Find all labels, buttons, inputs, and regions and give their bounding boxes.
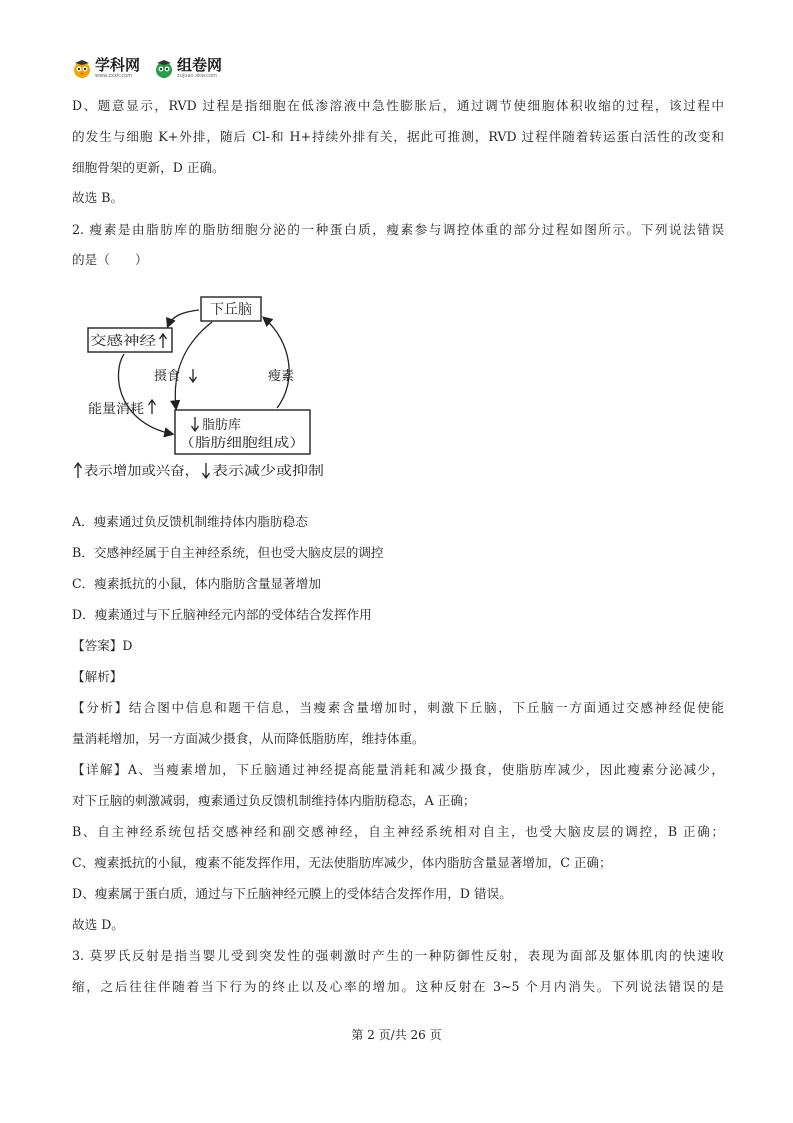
detail-line: 【详解】A、当瘦素增加，下丘脑通过神经提高能量消耗和减少摄食，使脂肪库减少，因此瘦素分泌减少， bbox=[72, 762, 724, 777]
sympathetic-to-fat-arrow bbox=[118, 354, 172, 434]
hypothalamus-label: 下丘脑 bbox=[210, 302, 252, 318]
zxxk-logo bbox=[72, 58, 140, 79]
zxxk-logo-text: 学科网 bbox=[95, 56, 141, 74]
zxxk-logo-url: www.zxxk.com bbox=[95, 73, 133, 79]
down-arrow-icon bbox=[203, 463, 210, 478]
question-3-line: 缩，之后往往伴随着当下行为的终止以及心率的增加。这种反射在 3~5 个月内消失。下列说法错误的是 bbox=[72, 979, 724, 994]
text-line: 细胞骨架的更新，D 正确。 bbox=[72, 160, 225, 175]
fat-depot-sublabel: （脂肪细胞组成） bbox=[179, 436, 284, 451]
owl-icon bbox=[72, 59, 92, 79]
question-3-line: 3. 莫罗氏反射是指当婴儿受到突发性的强刺激时产生的一种防御性反射，表现为面部及躯体肌肉的快速收 bbox=[72, 948, 724, 963]
zujuan-logo bbox=[154, 58, 222, 79]
fat-to-hypo-arrow bbox=[264, 318, 289, 408]
leptin-diagram bbox=[72, 292, 352, 496]
fat-depot-label: 脂肪库 bbox=[202, 418, 242, 433]
up-arrow-icon bbox=[75, 463, 82, 478]
analysis-line: 【分析】结合图中信息和题干信息，当瘦素含量增加时，刺激下丘脑，下丘脑一方面通过交感神经促使能 bbox=[72, 700, 724, 715]
detail-line: C、瘦素抵抗的小鼠，瘦素不能发挥作用，无法使脂肪库减少，体内脂肪含量显著增加，C 正确； bbox=[72, 855, 612, 870]
analysis-line: 量消耗增加，另一方面减少摄食，从而降低脂肪库，维持体重。 bbox=[72, 731, 425, 746]
header-logos bbox=[72, 58, 236, 79]
answer-line: 【答案】D bbox=[72, 638, 133, 653]
text-line: 的发生与细胞 K+外排，随后 Cl-和 H+持续外排有关，据此可推测，RVD 过程伴随着转运蛋白活性的改变和 bbox=[72, 129, 724, 144]
leptin-label: 瘦素 bbox=[268, 369, 295, 384]
text-line: 故选 B。 bbox=[72, 190, 124, 205]
cap-owl-icon bbox=[154, 59, 174, 79]
zujuan-logo-url: zujuan.xkw.com bbox=[177, 73, 217, 79]
text-line: D、题意显示，RVD 过程是指细胞在低渗溶液中急性膨胀后，通过调节使细胞体积收缩的过程，该过程中 bbox=[72, 98, 724, 113]
question-2-line: 2. 瘦素是由脂肪库的脂肪细胞分泌的一种蛋白质，瘦素参与调控体重的部分过程如图所示。下列说法错误 bbox=[72, 222, 724, 237]
page-number: 第 2 页/共 26 页 bbox=[351, 1028, 442, 1042]
intake-label: 摄食 bbox=[154, 369, 181, 384]
detail-line: B、自主神经系统包括交感神经和副交感神经，自主神经系统相对自主，也受大脑皮层的调控，B 正确； bbox=[72, 824, 724, 839]
option-c: C．瘦素抵抗的小鼠，体内脂肪含量显著增加 bbox=[72, 576, 321, 591]
down-arrow-icon bbox=[190, 369, 197, 382]
question-2-line: 的是（ ） bbox=[72, 252, 148, 267]
detail-line: D、瘦素属于蛋白质，通过与下丘脑神经元膜上的受体结合发挥作用，D 错误。 bbox=[72, 886, 512, 901]
zujuan-logo-text: 组卷网 bbox=[177, 56, 223, 74]
hypo-to-sympathetic-arrow bbox=[168, 310, 199, 326]
up-arrow-icon bbox=[149, 400, 156, 414]
option-b: B．交感神经属于自主神经系统，但也受大脑皮层的调控 bbox=[72, 545, 384, 560]
sympathetic-label: 交感神经 bbox=[90, 334, 143, 349]
energy-label: 能量消耗 bbox=[88, 402, 141, 417]
detail-line: 对下丘脑的刺激减弱，瘦素通过负反馈机制维持体内脂肪稳态，A 正确； bbox=[72, 793, 476, 808]
option-d: D．瘦素通过与下丘脑神经元内部的受体结合发挥作用 bbox=[72, 607, 372, 622]
analysis-heading: 【解析】 bbox=[72, 669, 123, 684]
hypo-to-fat-arrow bbox=[175, 322, 212, 408]
legend-down: 表示减少或抑制 bbox=[212, 464, 304, 479]
choose-line: 故选 D。 bbox=[72, 917, 124, 932]
option-a: A．瘦素通过负反馈机制维持体内脂肪稳态 bbox=[72, 514, 308, 529]
legend-up: 表示增加或兴奋， bbox=[84, 464, 189, 479]
